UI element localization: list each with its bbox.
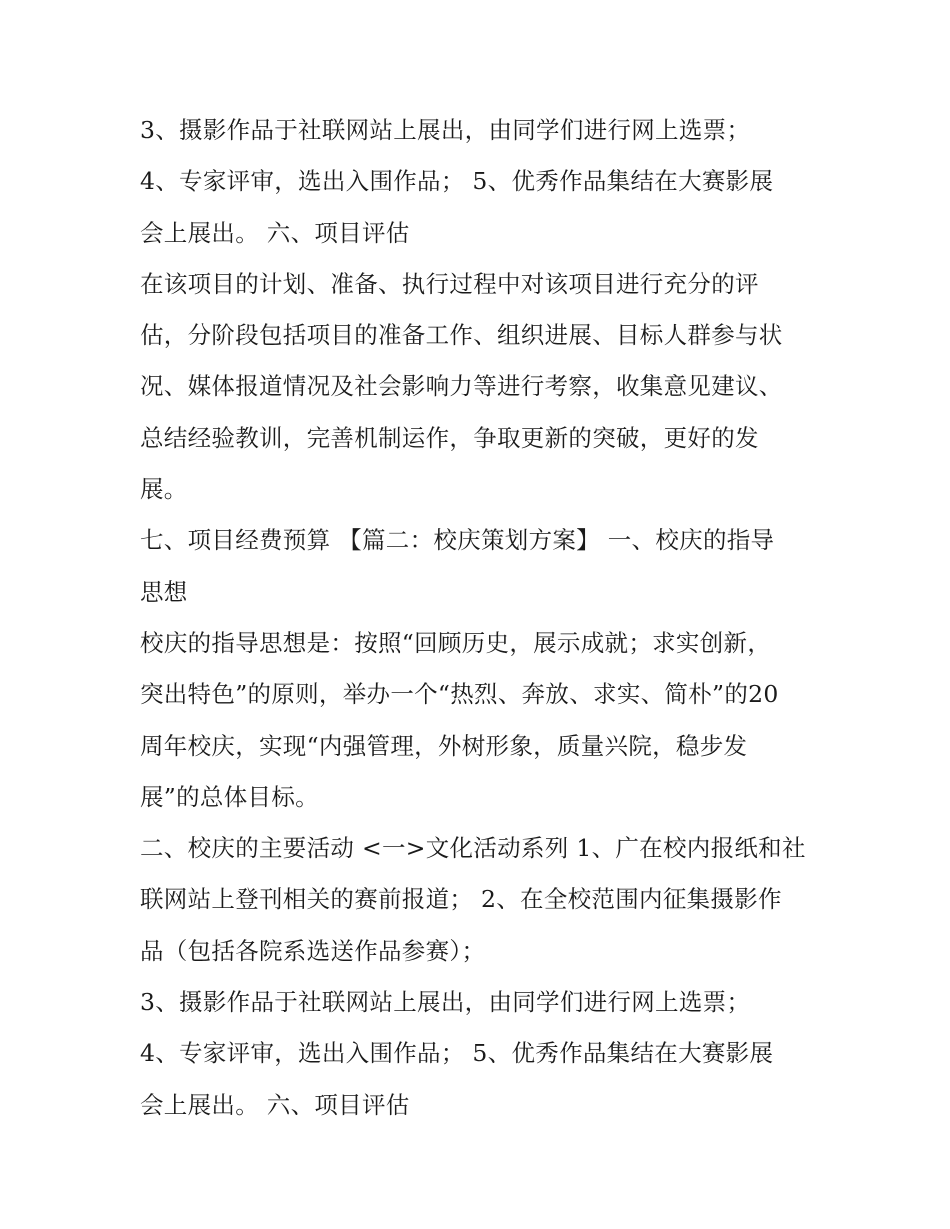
text-line: 思想 <box>140 577 188 606</box>
document-body <box>140 105 820 1131</box>
text-line: 展”的总体目标。 <box>140 782 319 811</box>
text-line: 品（包括各院系选送作品参赛）； <box>140 936 486 965</box>
text-line: 况、媒体报道情况及社会影响力等进行考察，收集意见建议、 <box>140 372 783 401</box>
text-line: 4、专家评审，选出入围作品； 5、优秀作品集结在大赛影展 <box>140 167 774 196</box>
text-line: 会上展出。 六、项目评估 <box>140 218 410 247</box>
text-line: 3、摄影作品于社联网站上展出，由同学们进行网上选票； <box>140 116 751 144</box>
text-line: 展。 <box>140 475 188 504</box>
text-line: 3、摄影作品于社联网站上展出，由同学们进行网上选票； <box>140 988 751 1017</box>
text-line: 4、专家评审，选出入围作品； 5、优秀作品集结在大赛影展 <box>140 1039 774 1068</box>
text-line: 二、校庆的主要活动 <一>文化活动系列 1、广在校内报纸和社 <box>140 834 806 863</box>
text-line: 联网站上登刊相关的赛前报道； 2、在全校范围内征集摄影作 <box>140 885 782 914</box>
text-line: 突出特色”的原则，举办一个“热烈、奔放、求实、简朴”的20 <box>140 680 779 709</box>
text-line: 七、项目经费预算 【篇二：校庆策划方案】 一、校庆的指导 <box>140 526 775 555</box>
text-line: 会上展出。 六、项目评估 <box>140 1090 410 1119</box>
text-line: 校庆的指导思想是：按照“回顾历史，展示成就；求实创新， <box>140 628 772 657</box>
text-line: 周年校庆，实现“内强管理，外树形象，质量兴院，稳步发 <box>140 731 748 760</box>
text-line: 总结经验教训，完善机制运作，争取更新的突破，更好的发 <box>140 423 759 452</box>
text-line: 估，分阶段包括项目的准备工作、组织进展、目标人群参与状 <box>140 321 783 350</box>
text-line: 在该项目的计划、准备、执行过程中对该项目进行充分的评 <box>140 269 759 298</box>
